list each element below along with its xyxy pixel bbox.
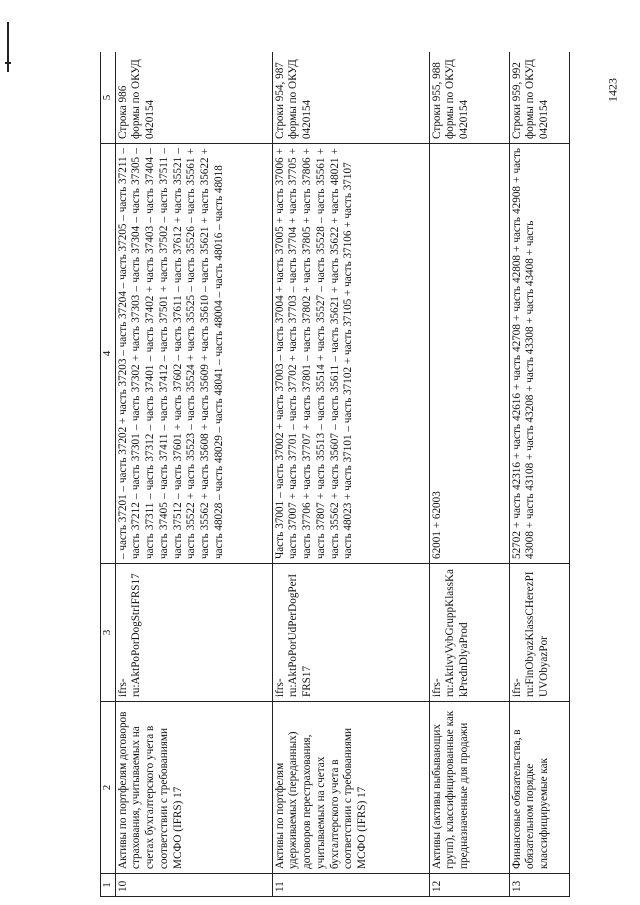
rotated-sheet bbox=[100, 52, 595, 897]
document-table bbox=[100, 52, 570, 897]
row-indicator-name: Активы по портфелям договоров страхования, учитываемых на счетах бухгалтерского учета в соответствии с требованиями МСФО (IFRS) 17 bbox=[115, 702, 272, 874]
table-header-row bbox=[101, 52, 116, 897]
row-formula: 62001 + 62003 bbox=[429, 144, 509, 564]
page-edge-tick bbox=[5, 62, 11, 64]
row-indicator-name: Активы (активы выбывающих групп), классифицированные как предназначенные для продажи bbox=[429, 702, 509, 874]
row-formula: – часть 37201 – часть 37202 + часть 37203 – часть 37204 – часть 37205 – часть 37211 – часть 37212 – часть 37301 – часть 37302 + часть 37303 – часть 37304 – часть 37305 – часть 37311 – часть 37312 – часть 37401 – часть 37402 + часть 37403 – часть 37404 – часть 37405 – часть 37411 – часть 37412 – часть 37501 + часть 37502 – часть 37511 – часть 37512 – часть 37601 + часть 37602 – часть 37611 – часть 37612 + часть 35521 – часть 35522 + часть 35523 – часть 35524 + часть 35525 – часть 35526 – часть 35561 + часть 35562 + часть 35608 + часть 35609 + часть 35610 – часть 35621 + часть 35622 + часть 48028 – часть 48029 – часть 48041 – часть 48004 – часть 48016 – часть 48018 bbox=[115, 144, 272, 564]
row-form-reference: Строки 954, 987 формы по ОКУД 0420154 bbox=[272, 52, 429, 144]
page-edge-mark bbox=[7, 22, 9, 72]
sheet-content bbox=[100, 52, 595, 897]
table-row bbox=[429, 52, 509, 897]
table-row bbox=[509, 52, 569, 897]
header-cell-3: 3 bbox=[101, 564, 116, 702]
table-row bbox=[272, 52, 429, 897]
header-cell-5: 5 bbox=[101, 52, 116, 144]
row-number: 13 bbox=[509, 874, 569, 897]
row-formula: 52702 + часть 42316 + часть 42616 + часть 42708 + часть 42808 + часть 42908 + часть 43008 + часть 43108 + часть 43208 + часть 43308 + часть 43408 + часть bbox=[509, 144, 569, 564]
row-formula: Часть 37001 – часть 37002 + часть 37003 – часть 37004 + часть 37005 + часть 37006 + часть 37007 + часть 37701 – часть 37702 + часть 37703 – часть 37704 + часть 37705 + часть 37706 + часть 37707 + часть 37801 – часть 37802 + часть 37805 + часть 37806 + часть 37807 + часть 35513 – часть 35514 + часть 35527 – часть 35528 – часть 35561 + часть 35562 + часть 35607 – часть 35611 – часть 35621 + часть 35622 + часть 48021 + часть 48023 + часть 37101 – часть 37102 + часть 37105 + часть 37106 + часть 37107 bbox=[272, 144, 429, 564]
row-taxonomy-code: ifrs-ru:AktPoPorUdPerDogPerIFRS17 bbox=[272, 564, 429, 702]
row-form-reference: Строка 986 формы по ОКУД 0420154 bbox=[115, 52, 272, 144]
table-row bbox=[115, 52, 272, 897]
header-cell-4: 4 bbox=[101, 144, 116, 564]
row-number: 12 bbox=[429, 874, 509, 897]
row-form-reference: Строки 959, 992 формы по ОКУД 0420154 bbox=[509, 52, 569, 144]
row-indicator-name: Активы по портфелям удерживаемых (переданных) договоров перестрахования, учитываемых на счетах бухгалтерского учета в соответствии с требованиями МСФО (IFRS) 17 bbox=[272, 702, 429, 874]
row-form-reference: Строки 955, 988 формы по ОКУД 0420154 bbox=[429, 52, 509, 144]
row-number: 10 bbox=[115, 874, 272, 897]
row-taxonomy-code: ifrs-ru:FinObyazKlassCHerezPIUVObyazPor bbox=[509, 564, 569, 702]
header-cell-2: 2 bbox=[101, 702, 116, 874]
page-number-text: 1423 bbox=[605, 78, 620, 102]
row-number: 11 bbox=[272, 874, 429, 897]
header-cell-1: 1 bbox=[101, 874, 116, 897]
page-number bbox=[598, 60, 628, 120]
row-taxonomy-code: ifrs-ru:AktivyVybGruppKlassKakPrednDlyaProd bbox=[429, 564, 509, 702]
row-indicator-name: Финансовые обязательства, в обязательном порядке классифицируемые как bbox=[509, 702, 569, 874]
row-taxonomy-code: ifrs-ru:AktPoPorDogStrIFRS17 bbox=[115, 564, 272, 702]
